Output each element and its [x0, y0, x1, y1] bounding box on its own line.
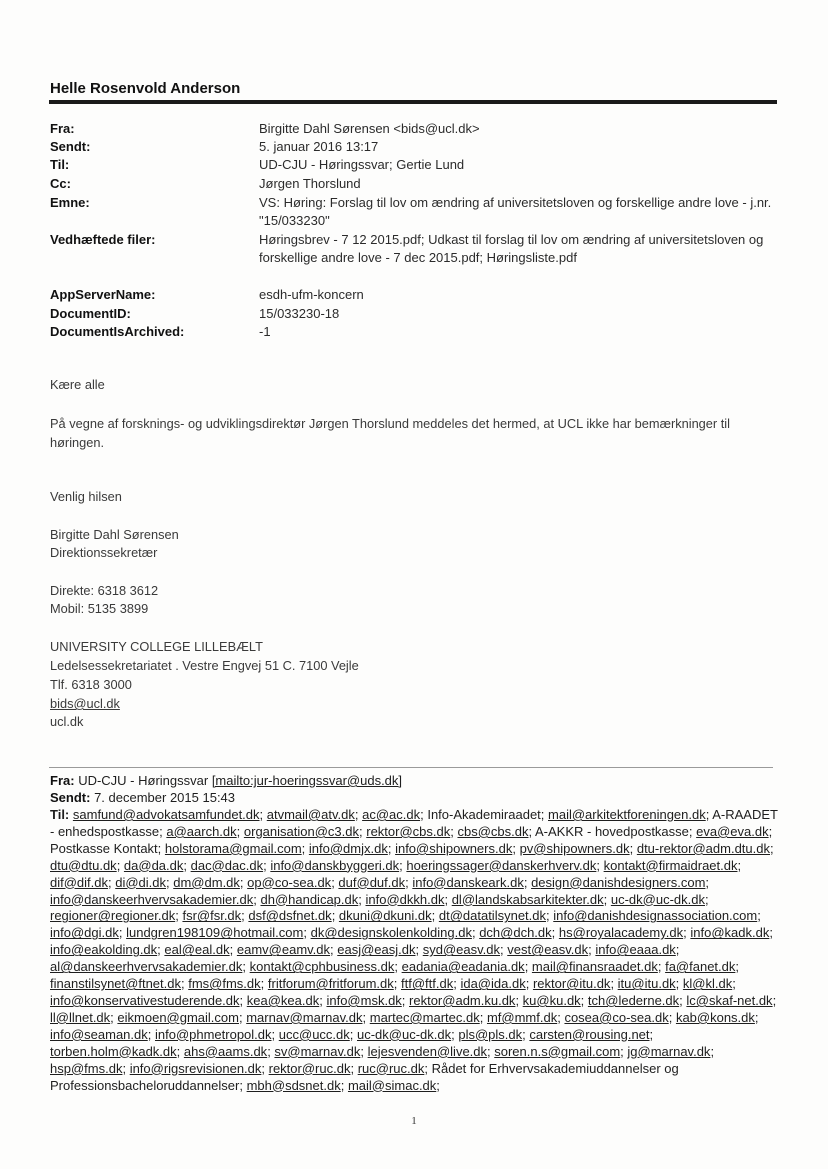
recipient-email-link[interactable]: rektor@adm.ku.dk [409, 992, 516, 1008]
recipient-separator: ; [399, 857, 407, 873]
recipient-separator: ; [610, 976, 618, 992]
recipient-separator: ; [394, 959, 402, 975]
recipient-separator: ; [242, 959, 250, 975]
recipient-email-link[interactable]: dk@designskolenkolding.dk [310, 925, 472, 941]
recipient-separator: ; [551, 925, 559, 941]
recipient-separator: ; [349, 1026, 357, 1042]
recipient-email-link[interactable]: syd@easv.dk [422, 942, 501, 958]
recipient-separator: ; [229, 942, 237, 958]
recipient-email-link[interactable]: eadania@eadania.dk [401, 959, 525, 975]
recipient-email-link[interactable]: rektor@itu.dk [532, 976, 611, 992]
recipient-email-link[interactable]: duf@duf.dk [338, 874, 406, 890]
recipient-separator: ; [239, 1077, 247, 1093]
recipient-separator: ; [331, 908, 339, 924]
recipient-separator: ; [110, 1009, 118, 1025]
recipient-separator: ; [359, 823, 367, 839]
recipient-separator: ; [732, 976, 736, 992]
forwarded-sendt [50, 789, 780, 806]
recipient-separator: ; [540, 807, 549, 822]
recipient-separator: ; [768, 823, 773, 839]
recipient-separator: ; [239, 992, 247, 1008]
attachments-value: Høringsbrev - 7 12 2015.pdf; Udkast til forslag til lov om ændring af universitetsloven og forskellige andre love - 7 dec 2015.pdf; Høringsliste.pdf [259, 232, 764, 265]
recipient-email-link[interactable]: a@aarch.dk [166, 823, 237, 839]
recipient-email-link[interactable]: info@dmjx.dk [308, 840, 388, 856]
recipient-email-link[interactable]: op@co-sea.dk [247, 874, 332, 890]
recipient-email-link[interactable]: mail@simac.dk [347, 1077, 437, 1093]
recipient-separator: ; [580, 992, 588, 1008]
recipient-email-link[interactable]: atvmail@atv.dk [266, 807, 355, 822]
recipient-email-link[interactable]: kl@kl.dk [682, 976, 733, 992]
recipient-separator: ; [522, 1026, 530, 1042]
recipient-email-link[interactable]: ac@ac.dk [362, 807, 421, 822]
recipient-email-link[interactable]: finanstilsynet@ftnet.dk [50, 976, 181, 992]
recipient-separator: ; [340, 1077, 348, 1093]
meta-value: esdh-ufm-koncern [259, 287, 364, 302]
header-value: VS: Høring: Forslag til lov om ændring af universitetsloven og forskellige andre love - j.nr. "15/033230" [259, 195, 772, 228]
recipient-separator: ; [769, 925, 773, 941]
forward-divider [49, 767, 773, 768]
recipient-email-link[interactable]: mf@mmf.dk [486, 1009, 558, 1025]
recipient-separator: ; [451, 1026, 459, 1042]
recipient-separator: ; [523, 874, 532, 890]
recipient-email-link[interactable]: regioner@regioner.dk [50, 908, 176, 924]
recipient-email-link[interactable]: eal@eal.dk [164, 942, 230, 958]
recipient-email-link[interactable]: ruc@ruc.dk [357, 1060, 425, 1076]
header-rule [49, 100, 777, 104]
recipient-email-link[interactable]: info@kadk.dk [690, 925, 770, 941]
meta-label: DocumentIsArchived: [50, 324, 185, 339]
recipient-name: A-RAADET - enhedspostkasse [50, 807, 778, 839]
recipient-separator: ; [512, 840, 520, 856]
recipient-email-link[interactable]: dtu@dtu.dk [50, 857, 117, 873]
header-label: Til: [50, 157, 70, 172]
recipient-separator: ; [596, 857, 604, 873]
recipient-email-link[interactable]: fa@fanet.dk [665, 959, 736, 975]
recipient-email-link[interactable]: mail@arkitektforeningen.dk [548, 807, 706, 822]
recipient-separator: ; [453, 976, 461, 992]
recipient-separator: ; [331, 874, 339, 890]
recipient-separator: ; [657, 959, 666, 975]
recipient-separator: ; [122, 1060, 130, 1076]
org-name: UNIVERSITY COLLEGE LILLEBÆLT [50, 639, 263, 654]
meta-value: 15/033230-18 [259, 306, 340, 321]
recipient-separator: ; [515, 992, 523, 1008]
org-address: Ledelsessekretariatet . Vestre Engvej 51 C. 7100 Vejle [50, 658, 359, 673]
recipient-separator: ; [405, 874, 413, 890]
recipient-email-link[interactable]: ida@ida.dk [460, 976, 526, 992]
recipient-separator: ; [362, 1009, 370, 1025]
recipient-email-link[interactable]: easj@easj.dk [337, 942, 416, 958]
recipient-separator: ; [525, 976, 533, 992]
recipient-email-link[interactable]: dtu-rektor@adm.dtu.dk [636, 840, 770, 856]
recipient-email-link[interactable]: ku@ku.dk [522, 992, 581, 1008]
recipient-email-link[interactable]: torben.holm@kadk.dk [50, 1043, 177, 1059]
page-number: 1 [411, 1115, 417, 1127]
recipient-separator: ; [754, 1009, 759, 1025]
recipient-email-link[interactable]: dh@handicap.dk [260, 891, 359, 907]
recipient-separator: ; [649, 1026, 654, 1042]
recipient-email-link[interactable]: rektor@cbs.dk [366, 823, 451, 839]
recipient-email-link[interactable]: ucc@ucc.dk [278, 1026, 350, 1042]
header-value: Jørgen Thorslund [259, 176, 361, 191]
recipient-separator: ; [157, 840, 165, 856]
recipient-email-link[interactable]: al@danskeerhvervsakademier.dk [50, 959, 243, 975]
recipient-separator: ; [710, 1043, 715, 1059]
recipient-email-link[interactable]: jg@marnav.dk [627, 1043, 711, 1059]
recipient-separator: ; [259, 807, 267, 822]
recipient-email-link[interactable]: fms@fms.dk [188, 976, 261, 992]
recipient-email-link[interactable]: dac@dac.dk [190, 857, 264, 873]
recipient-email-link[interactable]: dt@datatilsynet.dk [438, 908, 547, 924]
recipient-email-link[interactable]: info@konservativestuderende.dk [50, 992, 240, 1008]
recipient-email-link[interactable]: pv@shipowners.dk [519, 840, 630, 856]
recipient-email-link[interactable]: eva@eva.dk [696, 823, 769, 839]
signer-title: Direktionssekretær [50, 545, 158, 560]
greeting: Kære alle [50, 377, 105, 392]
recipient-name: Info-Akademiraadet [427, 807, 541, 822]
recipient-separator: ; [524, 959, 532, 975]
recipient-separator: ; [479, 1009, 487, 1025]
recipient-separator: ; [330, 942, 338, 958]
recipient-separator: ; [401, 992, 410, 1008]
recipient-name: A-AKKR - hovedpostkasse [534, 823, 689, 839]
recipient-separator: ; [705, 807, 713, 822]
recipient-email-link[interactable]: organisation@c3.dk [243, 823, 359, 839]
header-label: Fra: [50, 121, 75, 136]
recipient-email-link[interactable]: info@dkkh.dk [365, 891, 445, 907]
direct-phone: Direkte: 6318 3612 [50, 583, 159, 598]
recipient-separator: ; [588, 942, 596, 958]
recipient-separator: ; [770, 840, 774, 856]
forwarded-fra-value: UD-CJU - Høringssvar [78, 773, 209, 788]
recipient-separator: ; [116, 857, 124, 873]
recipient-separator: ; [267, 1043, 275, 1059]
recipient-email-link[interactable]: eamv@eamv.dk [236, 942, 331, 958]
recipient-separator: ; [705, 891, 709, 907]
recipient-separator: ; [735, 959, 740, 975]
recipient-separator: ; [431, 908, 439, 924]
forwarded-sendt-value: 7. december 2015 15:43 [94, 790, 236, 805]
recipient-separator: ; [175, 908, 183, 924]
recipient-separator: ; [261, 1060, 269, 1076]
forwarded-til-label: Til: [50, 807, 70, 822]
recipient-separator: ; [557, 1009, 565, 1025]
recipient-separator: ; [301, 840, 309, 856]
recipient-separator: ; [620, 1043, 628, 1059]
recipient-email-link[interactable]: dsf@dsfnet.dk [248, 908, 332, 924]
recipient-separator: ; [668, 1009, 676, 1025]
recipient-email-link[interactable]: kab@kons.dk [675, 1009, 755, 1025]
recipient-email-link[interactable]: info@danskeerhvervsakademier.dk [50, 891, 254, 907]
recipient-email-link[interactable]: samfund@advokatsamfundet.dk [72, 807, 260, 822]
recipient-email-link[interactable]: dif@dif.dk [50, 874, 108, 890]
recipient-email-link[interactable]: lundgren198109@hotmail.com [126, 925, 304, 941]
recipient-separator: ; [239, 874, 248, 890]
recipient-email-link[interactable]: soren.n.s@gmail.com [494, 1043, 621, 1059]
recipient-separator: ; [500, 942, 508, 958]
header-label: Emne: [50, 195, 90, 210]
recipient-separator: ; [679, 992, 687, 1008]
header-label: Cc: [50, 176, 71, 191]
recipient-separator: ; [705, 874, 710, 890]
meta-label: AppServerName: [50, 287, 156, 302]
recipient-separator: ; [108, 874, 116, 890]
recipient-email-link[interactable]: info@msk.dk [326, 992, 402, 1008]
recipient-email-link[interactable]: marnav@marnav.dk [246, 1009, 363, 1025]
recipient-separator: ; [450, 823, 458, 839]
recipient-email-link[interactable]: info@rigsrevisionen.dk [129, 1060, 262, 1076]
recipient-email-link[interactable]: ahs@aams.dk [183, 1043, 268, 1059]
recipient-separator: ; [360, 1043, 368, 1059]
signer-name: Birgitte Dahl Sørensen [50, 527, 179, 542]
recipient-separator: ; [683, 925, 691, 941]
recipient-email-link[interactable]: fsr@fsr.dk [182, 908, 242, 924]
recipient-email-link[interactable]: kontakt@cphbusiness.dk [249, 959, 395, 975]
forwarded-fra [50, 772, 780, 789]
recipient-container [50, 807, 778, 1093]
org-web: ucl.dk [50, 714, 84, 729]
recipient-name: Rådet for Erhvervsakademiuddannelser og Professionsbacheloruddannelser [50, 1060, 679, 1093]
recipient-separator: ; [424, 1060, 432, 1076]
forwarded-mailto-link[interactable]: [mailto:jur-hoeringssvar@uds.dk] [211, 773, 403, 788]
recipient-separator: ; [487, 1043, 495, 1059]
recipient-email-link[interactable]: info@danskbyggeri.dk [270, 857, 400, 873]
recipient-email-link[interactable]: kontakt@firmaidraet.dk [603, 857, 738, 873]
recipient-separator: ; [350, 1060, 358, 1076]
recipient-email-link[interactable]: holstorama@gmail.com [164, 840, 302, 856]
recipient-separator: ; [260, 976, 268, 992]
recipient-separator: ; [688, 823, 697, 839]
recipient-separator: ; [147, 1026, 155, 1042]
recipient-separator: ; [387, 840, 396, 856]
recipient-email-link[interactable]: mbh@sdsnet.dk [246, 1077, 341, 1093]
recipient-email-link[interactable]: sv@marnav.dk [274, 1043, 361, 1059]
recipient-email-link[interactable]: info@dgi.dk [50, 925, 119, 941]
recipient-email-link[interactable]: info@eakolding.dk [50, 942, 158, 958]
recipient-separator: ; [263, 857, 271, 873]
recipient-email-link[interactable]: fritforum@fritforum.dk [267, 976, 394, 992]
recipient-separator: ; [238, 1009, 247, 1025]
recipient-separator: ; [180, 976, 189, 992]
recipient-separator: ; [772, 992, 777, 1008]
recipient-email-link[interactable]: info@danskeark.dk [412, 874, 524, 890]
recipient-separator: ; [436, 1077, 440, 1093]
recipient-email-link[interactable]: info@phmetropol.dk [154, 1026, 272, 1042]
meta-label: DocumentID: [50, 306, 131, 321]
recipient-separator: ; [675, 942, 680, 958]
header-label: Sendt: [50, 139, 91, 154]
recipient-email-link[interactable]: info@seaman.dk [50, 1026, 148, 1042]
sender-name: Helle Rosenvold Anderson [50, 80, 241, 97]
recipient-email-link[interactable]: rektor@ruc.dk [268, 1060, 351, 1076]
recipient-separator: ; [236, 823, 244, 839]
recipient-separator: ; [737, 857, 742, 873]
recipient-email-link[interactable]: pls@pls.dk [458, 1026, 523, 1042]
recipient-email-link[interactable]: lejesvenden@live.dk [367, 1043, 488, 1059]
recipient-email-link[interactable]: info@eaaa.dk [595, 942, 676, 958]
recipient-separator: ; [271, 1026, 279, 1042]
recipient-separator: ; [354, 807, 363, 822]
recipient-separator: ; [176, 1043, 184, 1059]
recipient-email-link[interactable]: cbs@cbs.dk [457, 823, 529, 839]
header-value: Birgitte Dahl Sørensen <bids@ucl.dk> [259, 121, 480, 136]
org-phone: Tlf. 6318 3000 [50, 677, 132, 692]
recipient-separator: ; [159, 823, 167, 839]
recipient-email-link[interactable]: itu@itu.dk [617, 976, 676, 992]
forwarded-sendt-label: Sendt: [50, 790, 91, 805]
header-value: 5. januar 2016 13:17 [259, 139, 379, 154]
mobile-phone: Mobil: 5135 3899 [50, 601, 149, 616]
recipient-separator: ; [241, 908, 249, 924]
recipient-separator: ; [319, 992, 327, 1008]
recipient-email-link[interactable]: da@da.dk [123, 857, 184, 873]
recipient-email-link[interactable]: lc@skaf-net.dk [686, 992, 773, 1008]
recipient-separator: ; [757, 908, 761, 924]
recipient-email-link[interactable]: uc-dk@uc-dk.dk [610, 891, 705, 907]
recipient-separator: ; [444, 891, 452, 907]
recipient-email-link[interactable]: di@di.dk [115, 874, 167, 890]
forwarded-fra-label: Fra: [50, 773, 75, 788]
recipient-separator: ; [415, 942, 423, 958]
recipient-email-link[interactable]: ftf@ftf.dk [401, 976, 454, 992]
recipient-email-link[interactable]: info@shipowners.dk [395, 840, 513, 856]
recipient-email-link[interactable]: dm@dm.dk [173, 874, 240, 890]
recipient-separator: ; [393, 976, 401, 992]
recipient-email-link[interactable]: dl@landskabsarkitekter.dk [451, 891, 604, 907]
recipient-email-link[interactable]: cosea@co-sea.dk [564, 1009, 669, 1025]
recipient-email-link[interactable]: uc-dk@uc-dk.dk [357, 1026, 452, 1042]
recipient-separator: ; [420, 807, 428, 822]
recipient-email-link[interactable]: carsten@rousing.net [529, 1026, 650, 1042]
recipient-email-link[interactable]: mail@finansraadet.dk [531, 959, 658, 975]
recipient-separator: ; [183, 857, 191, 873]
recipient-email-link[interactable]: kea@kea.dk [246, 992, 320, 1008]
header-label: Vedhæftede filer: [50, 232, 156, 247]
recipient-email-link[interactable]: dch@dch.dk [479, 925, 552, 941]
recipient-separator: ; [157, 942, 165, 958]
recipient-email-link[interactable]: info@danishdesignassociation.com [553, 908, 758, 924]
recipient-list [50, 807, 785, 1094]
header-value: UD-CJU - Høringssvar; Gertie Lund [259, 157, 465, 172]
closing: Venlig hilsen [50, 489, 122, 504]
recipient-email-link[interactable]: vest@easv.dk [507, 942, 589, 958]
recipient-separator: ; [166, 874, 174, 890]
org-email-line [50, 694, 780, 713]
org-email-link[interactable]: bids@ucl.dk [50, 696, 120, 711]
meta-value: -1 [259, 324, 271, 339]
recipient-email-link[interactable]: hoeringssager@danskerhverv.dk [406, 857, 597, 873]
recipient-separator: ; [546, 908, 554, 924]
recipient-email-link[interactable]: hs@royalacademy.dk [558, 925, 684, 941]
body-paragraph: På vegne af forsknings- og udviklingsdirektør Jørgen Thorslund meddeles det hermed, at UCL ikke har bemærkninger til høringen. [50, 416, 730, 450]
recipient-email-link[interactable]: ll@llnet.dk [50, 1009, 111, 1025]
recipient-separator: ; [358, 891, 366, 907]
recipient-separator: ; [603, 891, 611, 907]
recipient-email-link[interactable]: martec@martec.dk [369, 1009, 480, 1025]
recipient-separator: ; [528, 823, 535, 839]
recipient-email-link[interactable]: dkuni@dkuni.dk [338, 908, 432, 924]
recipient-email-link[interactable]: eikmoen@gmail.com [117, 1009, 239, 1025]
recipient-name: Postkasse Kontakt [50, 840, 158, 856]
recipient-separator: ; [675, 976, 683, 992]
recipient-separator: ; [253, 891, 261, 907]
recipient-email-link[interactable]: tch@lederne.dk [587, 992, 680, 1008]
recipient-separator: ; [629, 840, 637, 856]
recipient-separator: ; [471, 925, 480, 941]
recipient-separator: ; [303, 925, 311, 941]
recipient-email-link[interactable]: design@danishdesigners.com [531, 874, 706, 890]
recipient-separator: ; [118, 925, 127, 941]
recipient-email-link[interactable]: hsp@fms.dk [50, 1060, 123, 1076]
